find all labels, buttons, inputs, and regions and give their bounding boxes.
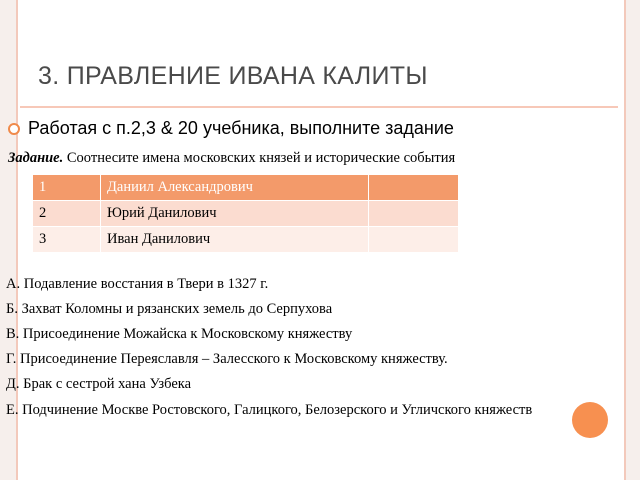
list-item: Б. Захват Коломны и рязанских земель до Серпухова (6, 301, 333, 317)
events-list (6, 272, 606, 419)
title-divider (20, 106, 618, 108)
row-number: 3 (33, 227, 101, 253)
prince-name: Иван Данилович (101, 227, 369, 253)
princes-table (32, 174, 459, 253)
answer-cell[interactable] (369, 227, 459, 253)
list-item: В. Присоединение Можайска к Московскому княжеству (6, 326, 353, 342)
slide-title: 3. ПРАВЛЕНИЕ ИВАНА КАЛИТЫ (38, 62, 428, 90)
instruction-bullet: Работая с п.2,3 & 20 учебника, выполните задание (28, 118, 454, 138)
list-item: А. Подавление восстания в Твери в 1327 г. (6, 276, 269, 292)
table-row (33, 175, 459, 201)
list-item: Г. Присоединение Переяславля – Залесского к Московскому княжеству. (6, 351, 448, 367)
row-number: 1 (33, 175, 101, 201)
task-label: Задание. (8, 150, 64, 166)
answer-cell[interactable] (369, 175, 459, 201)
decorative-circle-icon (572, 402, 608, 438)
table-row (33, 227, 459, 253)
row-number: 2 (33, 201, 101, 227)
task-text: Соотнесите имена московских князей и исторические события (63, 150, 456, 166)
list-item: Д. Брак с сестрой хана Узбека (6, 376, 192, 392)
prince-name: Даниил Александрович (101, 175, 369, 201)
list-item: Е. Подчинение Москве Ростовского, Галицкого, Белозерского и Угличского княжеств (6, 402, 533, 418)
answer-cell[interactable] (369, 201, 459, 227)
table-row (33, 201, 459, 227)
prince-name: Юрий Данилович (101, 201, 369, 227)
bullet-circle-icon (8, 123, 20, 135)
task-line (8, 150, 455, 167)
